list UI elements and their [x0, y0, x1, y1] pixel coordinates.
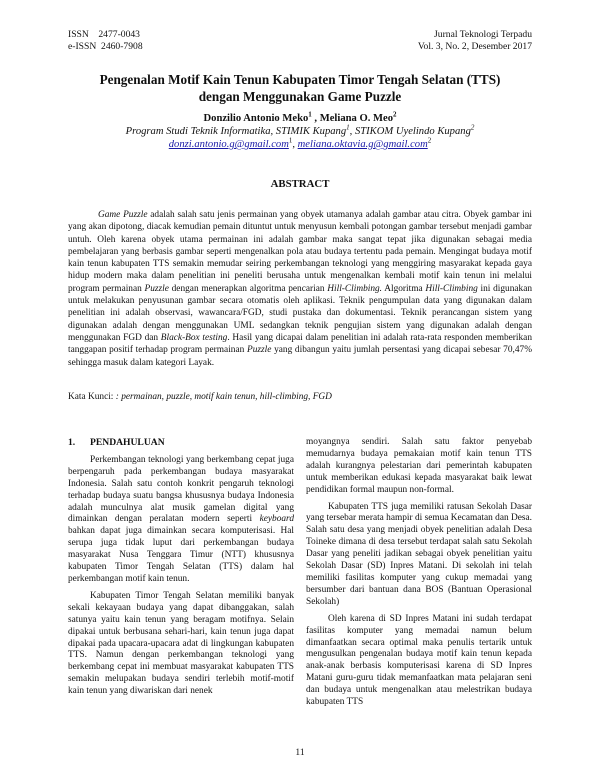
author-2-mark: 2 — [393, 110, 397, 119]
abstract-run: Algoritma — [382, 283, 426, 294]
paragraph-run: bahkan dapat juga dimainkan secara komputerisasi. Hal serupa juga tidak luput dari perkembangan budaya masyarakat Nusa Tenggara Timur (NTT) khususnya kabupaten Timor Tengah Selatan (TTS) dalam hal perkembangan motif kain tenun. — [68, 526, 294, 584]
author-separator: , — [311, 113, 320, 124]
paragraph-run: Perkembangan teknologi yang berkembang cepat juga berpengaruh pada perkembangan budaya masyarakat Indonesia. Salah satu contoh konkrit pengaruh teknologi terhadap budaya suatu bangsa khususnya budaya Indonesia adalah munculnya alat musik gamelan digital yang dimainkan dengan peralatan modern seperti — [68, 454, 294, 525]
paper-title — [68, 71, 532, 105]
author-block — [68, 112, 532, 151]
journal-volume: Vol. 3, No. 2, Desember 2017 — [417, 40, 532, 52]
e-issn: e-ISSN 2460-7908 — [68, 40, 143, 52]
abstract-run: adalah salah satu jenis permainan yang obyek utamanya adalah gambar atau citra. Obyek gambar ini yang akan dipotong, diacak kemudian pemain dituntut untuk menyusun kembali potongan gambar tersebut menjadi gambar untuh. Oleh karena obyek utama permainan ini adalah gambar maka sangat tepat jika digunakan sebagai media pembelajaran yang berbasis gambar seperti mengenalkan pola atau budaya tertentu pada pemain. Mengingat budaya motif kain tenun kabupaten TTS semakin memudar seiring perkembangan teknologi yang menggiring masyarakat kepada gaya hidup modern maka dalam penelitian ini peneliti berusaha untuk mengenalkan kembali motif kain tenun ini melalui program permainan — [68, 210, 532, 294]
keywords-label: Kata Kunci: — [68, 392, 116, 402]
abstract-run: Hill-Climbing — [425, 283, 478, 294]
paragraph — [68, 455, 294, 586]
author-names — [68, 112, 532, 125]
abstract-run: Black-Box testing — [160, 332, 228, 343]
email-link-2[interactable]: meliana.oktavia.g@gmail.com — [297, 139, 428, 150]
section-title: PENDAHULUAN — [90, 437, 165, 448]
author-2: Meliana O. Meo — [319, 113, 393, 124]
abstract-body — [68, 209, 532, 369]
affiliations — [68, 125, 532, 138]
abstract-run: . Hasil yang dicapai dalam penelitian ini adalah rata-rata responden memberikan tanggapan positif terhadap program permainan — [68, 332, 532, 356]
email-separator: , — [292, 139, 298, 150]
email-1-mark: 1 — [288, 136, 293, 145]
section-number: 1. — [68, 437, 76, 448]
right-column — [306, 437, 532, 714]
paragraph: Kabupaten Timor Tengah Selatan memiliki banyak sekali kekayaan budaya yang dapat dibanggakan, salah satunya yaitu kain tenun yang beragam motifnya. Selain dipakai untuk berbusana sehari-hari, kain tenun juga dapat dipakai pada upacara-upacara adat di lingkungan kabupaten TTS. Namun dengan perkembangan teknologi yang berkembang cepat ini membuat masyarakat kabupaten TTS semakin melupakan budaya sendiri terlebih motif-motif kain tenun yang diwariskan dari nenek — [68, 590, 294, 697]
journal-issn-block — [68, 29, 143, 52]
section-heading — [68, 437, 294, 449]
abstract-run: ini digunakan untuk melakukan penyusunan gambar secara otomatis oleh aplikasi. Teknik pengumpulan data yang digunakan dalam penelitian ini adalah observasi, wawancara/FGD, studi pustaka dan dokumentasi. Teknik perancangan sistem yang digunakan adalah dengan menggunakan UML sedangkan teknik pengujian sistem yang digunakan adalah dengan menggunakan FGD dan — [68, 283, 533, 343]
affiliation-1-mark: 1 — [346, 123, 350, 132]
paragraph: moyangnya sendiri. Salah satu faktor penyebab memudarnya budaya pemakaian motif kain tenun TTS adalah kurangnya pelestarian dari pemerintah kabupaten untuk memberikan edukasi kepada masyarakat baik lewat pendidikan formal maupun non-formal. — [306, 437, 532, 495]
abstract-run: dengan menerapkan algoritma pencarian — [168, 283, 328, 294]
journal-info-block — [418, 29, 532, 52]
emails — [68, 138, 532, 151]
abstract-heading: ABSTRACT — [270, 178, 330, 190]
affiliation-2-mark: 2 — [470, 123, 475, 132]
abstract-run: Puzzle — [144, 283, 169, 294]
email-link-1[interactable]: donzi.antonio.g@gmail.com — [168, 139, 289, 150]
abstract-run: yang dibangun yaitu jumlah persentasi yang dicapai sebesar 70,47% sehingga masuk dalam kategori Layak. — [68, 345, 532, 368]
paragraph: Kabupaten TTS juga memiliki ratusan Sekolah Dasar yang tersebar merata hampir di semua Kecamatan dan Desa. Salah satu desa yang menjadi obyek penelitian adalah Desa Toineke dimana di desa tersebut terdapat salah satu Sekolah Dasar yang peneliti jadikan sebagai obyek penelitian yaitu Sekolah Dasar (SD) Inpres Matani. Di sekolah ini telah memiliki fasilitas komputer yang cukup memadai yang bersumber dari bantuan dana BOS (Bantuan Operasional Sekolah) — [306, 501, 532, 607]
keywords — [68, 391, 532, 403]
left-column — [68, 437, 294, 703]
journal-name: Jurnal Teknologi Terpadu — [434, 29, 532, 40]
abstract-run: Game Puzzle — [98, 210, 148, 220]
title-line-1: Pengenalan Motif Kain Tenun Kabupaten Timor Tengah Selatan (TTS) — [99, 72, 501, 87]
page-number: 11 — [295, 748, 305, 758]
affiliation-1: Program Studi Teknik Informatika, STIMIK Kupang — [125, 126, 347, 137]
paragraph-run: keyboard — [259, 514, 294, 525]
paragraph: Oleh karena di SD Inpres Matani ini sudah terdapat fasilitas komputer yang memadai namun belum dimanfaatkan secara optimal maka penulis tertarik untuk mengusulkan pengenalan budaya motif kain tenun kepada anak-anak berbasis komputerisasi karena di SD Inpres Matani guru-guru tidak memanfaatkan mata pelajaran seni dan budaya untuk mengenalkan atau melestrikan budaya kabupaten TTS — [306, 613, 532, 708]
abstract-run: Hill-Climbing. — [327, 283, 383, 294]
abstract-run: Puzzle — [246, 345, 272, 356]
affiliation-2: , STIKOM Uyelindo Kupang — [349, 126, 471, 137]
email-2-mark: 2 — [427, 136, 432, 145]
title-line-2: dengan Menggunakan Game Puzzle — [198, 89, 402, 104]
keywords-value: : permainan, puzzle, motif kain tenun, hill-climbing, FGD — [115, 392, 332, 402]
author-1: Donzilio Antonio Meko — [203, 113, 309, 124]
issn: ISSN 2477-0043 — [68, 29, 140, 40]
author-1-mark: 1 — [308, 110, 312, 119]
